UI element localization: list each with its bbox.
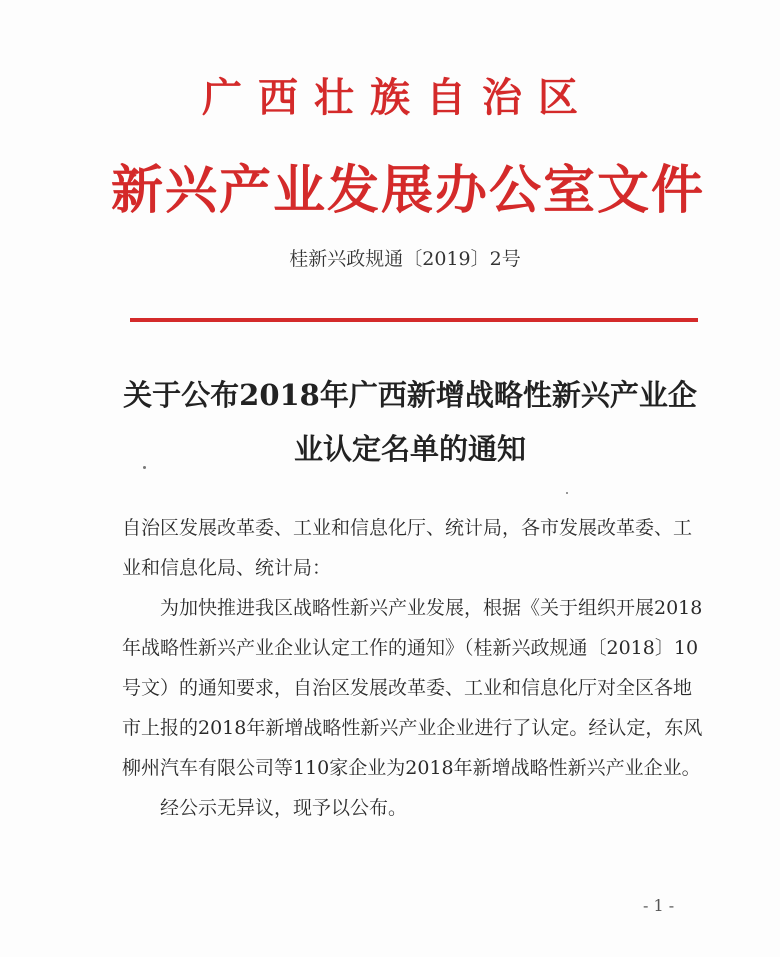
notice-title-line1: 关于公布2018年广西新增战略性新兴产业企 [123, 378, 697, 412]
scan-speck [566, 492, 568, 494]
scan-speck [143, 466, 146, 469]
recipients-paragraph: 自治区发展改革委、工业和信息化厅、统计局，各市发展改革委、工业和信息化局、统计局： [122, 517, 693, 579]
notice-title [120, 368, 700, 476]
red-separator-line [130, 318, 698, 322]
notice-title-line2: 业认定名单的通知 [293, 432, 526, 466]
document-number: 桂新兴政规通〔2019〕2号 [289, 248, 521, 270]
issuer-name: 广西壮族自治区 [202, 74, 594, 121]
main-paragraph: 为加快推进我区战略性新兴产业发展，根据《关于组织开展2018年战略性新兴产业企业认定工作的通知》（桂新兴政规通〔2018〕10号文）的通知要求，自治区发展改革委、工业和信息化厅对全区各地市上报的2018年新增战略性新兴产业企业进行了认定。经认定，东风柳州汽车有限公司等110家企业为2018年新增战略性新兴产业企业。 [122, 597, 703, 779]
issuer-document-heading: 新兴产业发展办公室文件 [110, 160, 705, 221]
closing-paragraph: 经公示无异议，现予以公布。 [160, 797, 408, 819]
page-number: - 1 - [643, 896, 675, 915]
notice-body [122, 508, 707, 828]
